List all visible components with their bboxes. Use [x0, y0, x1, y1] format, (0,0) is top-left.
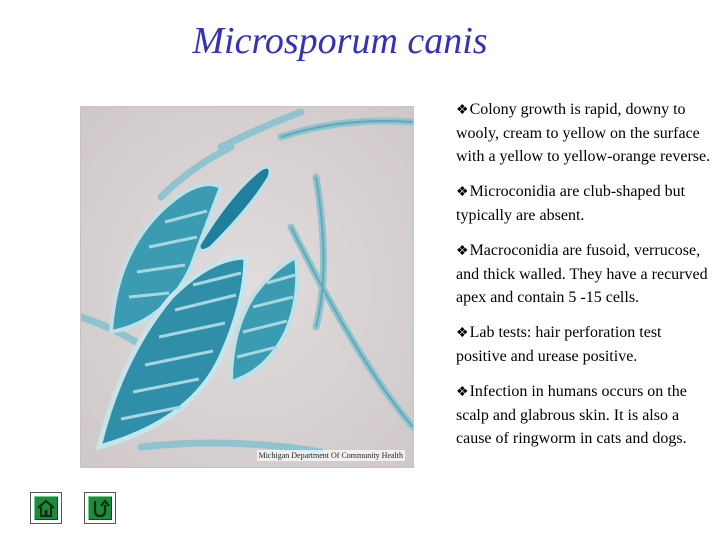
micrograph-image [80, 106, 414, 468]
image-credit: Michigan Department Of Community Health [258, 451, 403, 460]
bullet-item [456, 380, 716, 450]
bullet-item [456, 321, 716, 368]
return-button[interactable] [84, 492, 116, 524]
bullet-text: Lab tests: hair perforation test positive and urease positive. [456, 324, 662, 365]
diamond-bullet-icon: ❖ [456, 244, 469, 259]
diamond-bullet-icon: ❖ [456, 326, 469, 341]
home-button[interactable] [30, 492, 62, 524]
bullet-text: Macroconidia are fusoid, verrucose, and thick walled. They have a recurved apex and contain 5 -15 cells. [456, 242, 708, 306]
bullet-list [456, 98, 716, 462]
slide-title: Microsporum canis [192, 20, 488, 62]
macroconidia-illustration [81, 107, 413, 467]
diamond-bullet-icon: ❖ [456, 185, 469, 200]
bullet-item [456, 180, 716, 227]
diamond-bullet-icon: ❖ [456, 385, 469, 400]
bullet-item [456, 239, 716, 309]
home-icon [34, 496, 58, 520]
bullet-text: Colony growth is rapid, downy to wooly, cream to yellow on the surface with a yellow to yellow-orange reverse. [456, 101, 711, 165]
bullet-text: Infection in humans occurs on the scalp and glabrous skin. It is also a cause of ringworm in cats and dogs. [456, 383, 687, 447]
bullet-item [456, 98, 716, 168]
diamond-bullet-icon: ❖ [456, 103, 469, 118]
return-icon [88, 496, 112, 520]
bullet-text: Microconidia are club-shaped but typically are absent. [456, 183, 686, 224]
